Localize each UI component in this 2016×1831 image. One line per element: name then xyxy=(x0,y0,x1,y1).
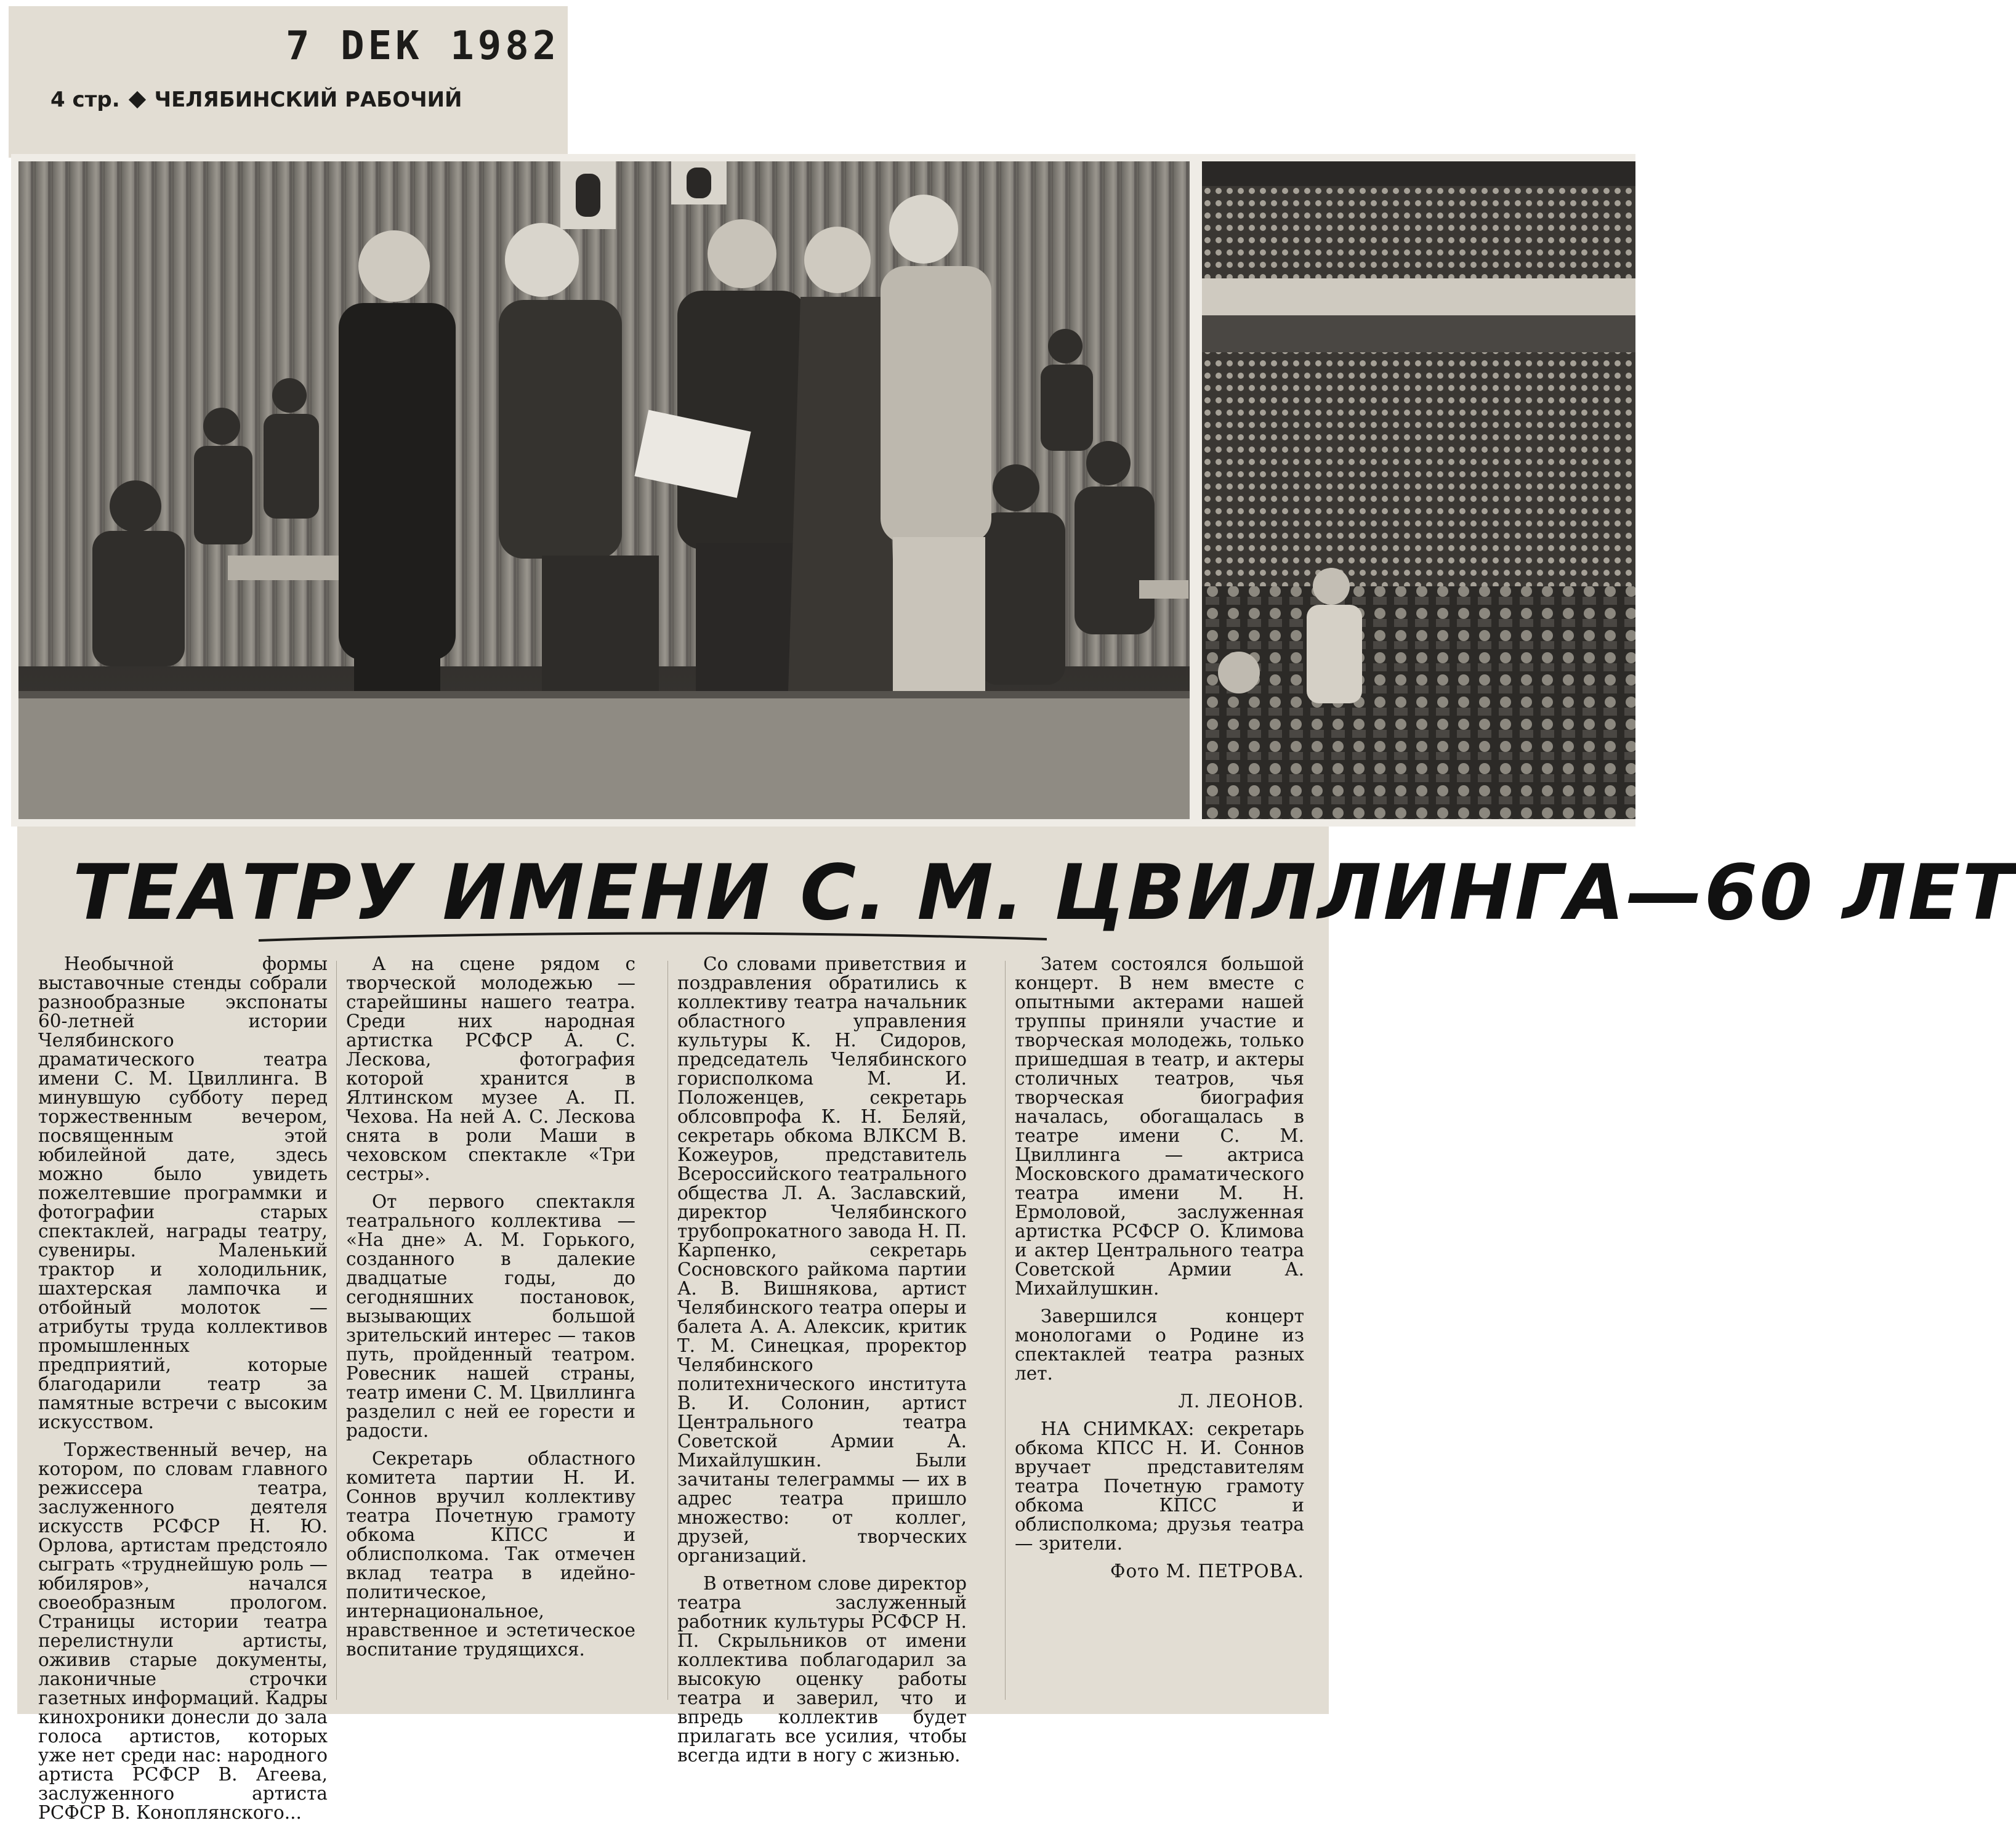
newspaper-name: ЧЕЛЯБИНСКИЙ РАБОЧИЙ xyxy=(154,87,462,112)
article-paragraph: А на сцене рядом с творческой молодежью — старейшины нашего театра. Среди них народная артистка РСФСР А. С. Лескова, фотография которой хранится в Ялтинском музее А. П. Чехова. На ней А. С. Лескова снята в роли Маши в чеховском спектакле «Три сестры». xyxy=(346,953,635,1184)
article-paragraph: Торжественный вечер, на котором, по словам главного режиссера театра, заслуженного деятеля искусств РСФСР Н. Ю. Орлова, артистам предстояло сыграть «труднейшую роль — юбиляров», начался своеобразным прологом. Страницы истории театра перелистнули артисты, оживив старые документы, лаконичные строчки газетных информаций. Кадры кинохроники донесли до зала голоса артистов, которых уже нет среди нас: народного артиста РСФСР В. Агеева, заслуженного артиста РСФСР В. Коноплянского... xyxy=(38,1439,328,1823)
article-paragraph: Секретарь областного комитета партии Н. И. Соннов вручил коллективу театра Почетную грамоту обкома КПСС и облисполкома. Так отмечен вклад театра в идейно-политическое, интернациональное, нравственное и эстетическое воспитание трудящихся. xyxy=(346,1448,635,1660)
page-label: 4 стр. xyxy=(50,87,120,112)
article-paragraph: Необычной формы выставочные стенды собрали разнообразные экспонаты 60-летней истории Челябинского драматического театра имени С. М. Цвиллинга. В минувшую субботу перед торжественным вечером, посвященным этой юбилейной дате, здесь можно было увидеть пожелтевшие программки и фотографии старых спектаклей, награды театру, сувениры. Маленький трактор и холодильник, шахтерская лампочка и отбойный молоток — атрибуты труда коллективов промышленных предприятий, которые благодарили театр за памятные встречи с высоким искусством. xyxy=(38,953,328,1433)
date-stamp: 7 DEK 1982 xyxy=(286,23,560,69)
stage-photo-icon xyxy=(18,161,1190,819)
article-author: Л. ЛЕОНОВ. xyxy=(1178,1391,1304,1412)
article-paragraph: В ответном слове директор театра заслуженный работник культуры РСФСР Н. П. Скрыльников от имени коллектива поблагодарил за высокую оценку работы театра и заверил, что и впредь коллектив будет прилагать все усилия, чтобы всегда идти в ногу с жизнью. xyxy=(677,1573,967,1766)
article-paragraph: Завершился концерт монологами о Родине из спектаклей театра разных лет. xyxy=(1015,1306,1304,1384)
header-clipping xyxy=(9,6,568,158)
column-rule xyxy=(1005,961,1006,1700)
column-rule xyxy=(667,961,668,1700)
article-paragraph: От первого спектакля театрального коллектива — «На дне» А. М. Горького, созданного в далекие двадцатые годы, до сегодняшних постановок, вызывающих большой зрительский интерес — таков путь, пройденный театром. Ровесник нашей страны, театр имени С. М. Цвиллинга разделил с ней ее горести и радости. xyxy=(346,1191,635,1441)
article-headline: ТЕАТРУ ИМЕНИ С. М. ЦВИЛЛИНГА—60 ЛЕТ xyxy=(73,849,2016,937)
diamond-icon xyxy=(128,91,145,108)
stage-photo-illustration xyxy=(18,161,1190,819)
article-paragraph: Со словами приветствия и поздравления обратились к коллективу театра начальник областного управления культуры К. Н. Сидоров, председатель Челябинского горисполкома М. И. Положенцев, секретарь облсовпрофа К. Н. Беляй, секретарь обкома ВЛКСМ В. Кожеуров, представитель Всероссийского театрального общества Л. А. Заславский, директор Челябинского трубопрокатного завода Н. П. Карпенко, секретарь Сосновского райкома партии А. В. Вишнякова, артист Челябинского театра оперы и балета А. А. Алексик, критик Т. М. Синецкая, проректор Челябинского политехнического института В. И. Солонин, артист Центрального театра Советской Армии А. Михайлушкин. Были зачитаны телеграммы — их в адрес театра пришло множество: от коллег, друзей, творческих организаций. xyxy=(677,953,967,1566)
photo-credit: Фото М. ПЕТРОВА. xyxy=(1110,1561,1304,1582)
article-paragraph: Затем состоялся большой концерт. В нем вместе с опытными актерами нашей труппы приняли участие и творческая молодежь, только пришедшая в театр, и актеры столичных театров, чья творческая биография началась, обогащалась в театре имени С. М. Цвиллинга — актриса Московского драматического театра имени М. Н. Ермоловой, заслуженная артистка РСФСР О. Климова и актер Центрального театра Советской Армии А. Михайлушкин. xyxy=(1015,953,1304,1299)
audience-photo-illustration xyxy=(1202,161,1635,819)
headline-underline xyxy=(259,927,1047,945)
running-head xyxy=(50,87,462,112)
article-column-1 xyxy=(38,955,328,1831)
article-column-4 xyxy=(1015,955,1304,1590)
article-column-3 xyxy=(677,955,967,1774)
audience-photo-icon xyxy=(1202,161,1635,819)
column-rule xyxy=(336,961,337,1700)
article-column-2 xyxy=(346,955,635,1668)
photo-caption: НА СНИМКАХ: секретарь обкома КПСС Н. И. Соннов вручает представителям театра Почетную грамоту обкома КПСС и облисполкома; друзья театра — зрители. xyxy=(1015,1418,1304,1554)
